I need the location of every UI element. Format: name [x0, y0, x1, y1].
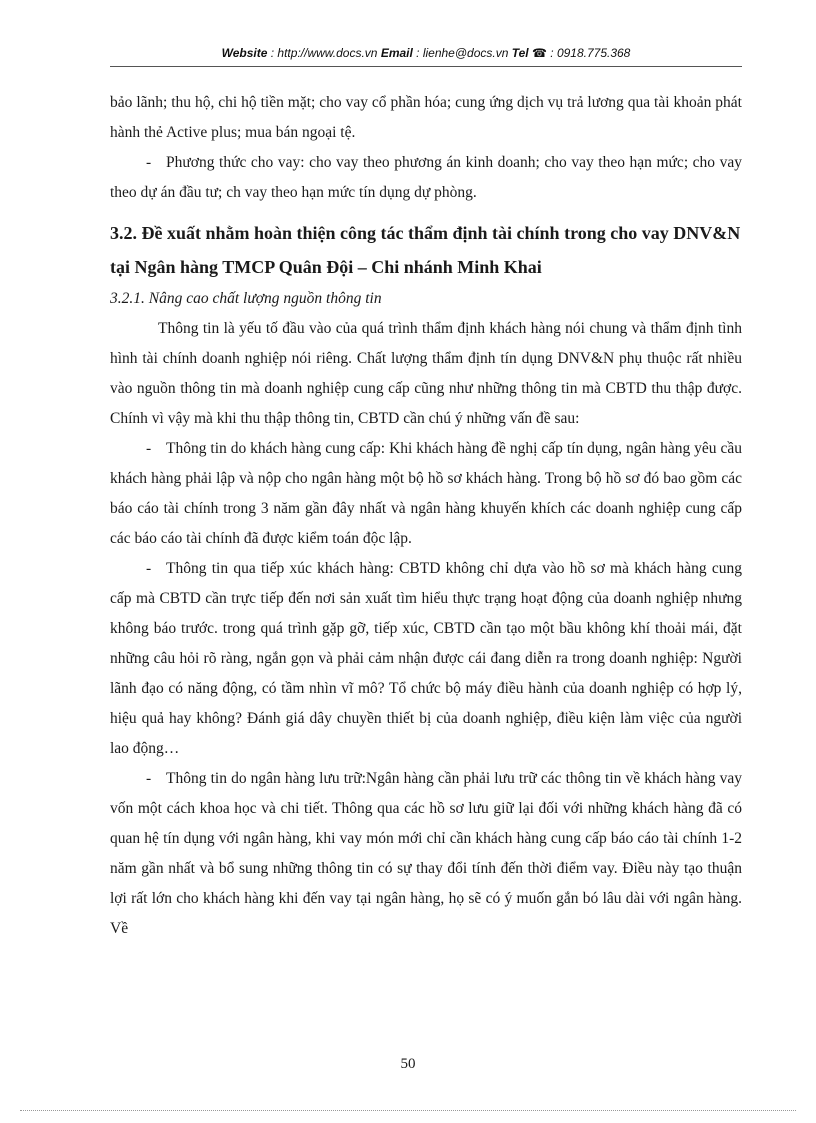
header-rule — [110, 66, 742, 67]
page-number: 50 — [400, 1056, 416, 1072]
bullet-text: Thông tin qua tiếp xúc khách hàng: CBTD không chỉ dựa vào hồ sơ mà khách hàng cung cấp mà CBTD cần trực tiếp đến nơi sản xuất tìm hiểu thực trạng hoạt động của doanh nghiệp nhưng không báo trước. trong quá trình gặp gỡ, tiếp xúc, CBTD cần tạo một bầu không khí thoải mái, đặt những câu hỏi rõ ràng, ngắn gọn và phải cảm nhận được cái đang diễn ra trong doanh nghiệp: Người lãnh đạo có năng động, có tầm nhìn vĩ mô? Tổ chức bộ máy điều hành của doanh nghiệp có hợp lý, hiệu quả hay không? Đánh giá dây chuyền thiết bị của doanh nghiệp, điều kiện làm việc của người lao động… — [110, 560, 742, 757]
bullet-text: Thông tin do ngân hàng lưu trữ:Ngân hàng cần phải lưu trữ các thông tin về khách hàng vay vốn một cách khoa học và chi tiết. Thông qua các hồ sơ lưu giữ lại đối với những khách hàng đã có quan hệ tín dụng với ngân hàng, khi vay món mới chỉ cần khách hàng cung cấp báo cáo tài chính 1-2 năm gần nhất và bổ sung những thông tin có sự thay đổi tính đến thời điểm vay. Điều này tạo thuận lợi rất lớn cho khách hàng khi đến vay tại ngân hàng, họ sẽ có ý muốn gắn bó lâu dài với ngân hàng. Về — [110, 770, 742, 937]
bullet-dash: - — [146, 560, 152, 577]
bullet-customer-info — [110, 434, 742, 554]
paragraph-intro: Thông tin là yếu tố đầu vào của quá trình thẩm định khách hàng nói chung và thẩm định tình hình tài chính doanh nghiệp nói riêng. Chất lượng thẩm định tín dụng DNV&N phụ thuộc rất nhiều vào nguồn thông tin mà doanh nghiệp cung cấp cũng như những thông tin mà CBTD thu thập được. Chính vì vậy mà khi thu thập thông tin, CBTD cần chú ý những vấn đề sau: — [110, 320, 742, 427]
document-body — [110, 88, 742, 944]
telephone-icon: ☎ — [531, 46, 547, 60]
section-heading: 3.2. Đề xuất nhằm hoàn thiện công tác thẩm định tài chính trong cho vay DNV&N tại Ngân hàng TMCP Quân Đội – Chi nhánh Minh Khai — [110, 223, 741, 277]
bullet-dash: - — [146, 440, 152, 457]
subsection-heading: 3.2.1. Nâng cao chất lượng nguồn thông tin — [110, 290, 382, 307]
bullet-dash: - — [146, 154, 152, 171]
website-label: Website — [221, 46, 268, 60]
bullet-loan-methods — [110, 148, 742, 208]
paragraph-continuation: bảo lãnh; thu hộ, chi hộ tiền mặt; cho vay cổ phần hóa; cung ứng dịch vụ trả lương qua tài khoản phát hành thẻ Active plus; mua bán ngoại tệ. — [110, 94, 742, 141]
bullet-bank-stored-info — [110, 764, 742, 944]
website-value: : http://www.docs.vn — [267, 46, 381, 60]
tel-label: Tel — [511, 46, 529, 60]
footer-rule — [20, 1110, 796, 1111]
bullet-dash: - — [146, 770, 152, 787]
tel-value: : 0918.775.368 — [546, 46, 631, 60]
bullet-text: Thông tin do khách hàng cung cấp: Khi khách hàng đề nghị cấp tín dụng, ngân hàng yêu cầu khách hàng phải lập và nộp cho ngân hàng một bộ hồ sơ khách hàng. Trong bộ hồ sơ đó bao gồm các báo cáo tài chính trong 3 năm gần đây nhất và ngân hàng khuyến khích các doanh nghiệp cung cấp các báo cáo tài chính đã được kiểm toán độc lập. — [110, 440, 742, 547]
email-label: Email — [380, 46, 413, 60]
bullet-contact-info — [110, 554, 742, 764]
email-value: : lienhe@docs.vn — [412, 46, 512, 60]
bullet-text: Phương thức cho vay: cho vay theo phương án kinh doanh; cho vay theo hạn mức; cho vay theo dự án đầu tư; ch vay theo hạn mức tín dụng dự phòng. — [110, 154, 742, 201]
page-header — [110, 46, 742, 60]
